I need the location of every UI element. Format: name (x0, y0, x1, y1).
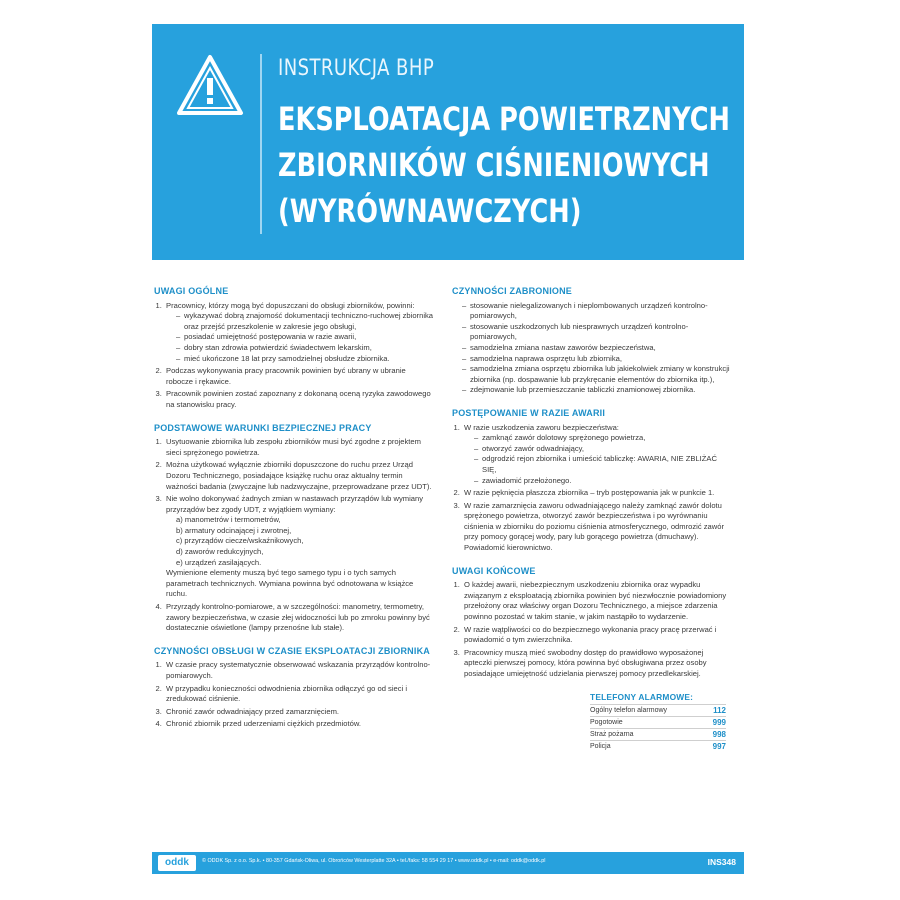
phone-number: 112 (713, 706, 726, 716)
list-item: – zdejmowanie lub przemieszczanie tabliczki znamionowej zbiornika. (462, 385, 732, 396)
phone-row (590, 716, 726, 728)
sub-item: e) urządzeń zasilających. (176, 557, 262, 567)
list-item: 3. W razie zamarznięcia zaworu odwadniającego należy zamknąć zawór dolotu sprężonego powietrza, otworzyć zawór bezpieczeństwa i po wyrównaniu ciśnienia w zbiorniku do poziomu ciśnienia atmosferycznego, odmrozić zawór przy pomocy gorącej wody, pary lub gorącego powietrza (dmuchawy). Powiadomić kierownictwo. (462, 501, 732, 554)
sub-item: – mieć ukończone 18 lat przy samodzielnej obsłudze zbiornika. (176, 354, 434, 365)
header-divider (260, 54, 262, 234)
section-title: CZYNNOŚCI ZABRONIONE (452, 286, 573, 296)
list-item: 1. Pracownicy, którzy mogą być dopuszczani do obsługi zbiorników, powinni: – wykazywać dobrą znajomość dokumentacji techniczno-ruchowej zbiornika oraz przejść przeszkolenie w zakresie jego obsługi, – posiadać umiejętność postępowania w razie awarii, – dobry stan zdrowia potwierdzić świadectwem lekarskim, – mieć ukończone 18 lat przy samodzielnej obsłudze zbiornika. (164, 301, 434, 365)
phone-label: Pogotowie (590, 719, 623, 727)
sub-item: – zamknąć zawór dolotowy sprężonego powietrza, (474, 433, 732, 444)
document-title (278, 96, 730, 234)
footer-bar (152, 852, 744, 874)
list-item: 1. Usytuowanie zbiornika lub zespołu zbiorników musi być zgodne z projektem sieci sprężonego powietrza. (164, 437, 434, 458)
section-title: POSTĘPOWANIE W RAZIE AWARII (452, 407, 606, 418)
list-item: 2. W przypadku konieczności odwodnienia zbiornika odłączyć go od sieci i zredukować ciśnienie. (164, 684, 434, 705)
list-item: 2. Podczas wykonywania pracy pracownik powinien być ubrany w ubranie robocze i rękawice. (164, 366, 434, 387)
list-item: 1. W razie uszkodzenia zaworu bezpieczeństwa: – zamknąć zawór dolotowy sprężonego powietrza, – otworzyć zawór odwadniający, – odgrodzić rejon zbiornika i umieścić tabliczkę: AWARIA, NIE ZBLIŻAĆ SIĘ, – zawiadomić przełożonego. (462, 423, 732, 487)
section-title: CZYNNOŚCI OBSŁUGI W CZASIE EKSPLOATACJI ZBIORNIKA (154, 645, 430, 656)
left-column (152, 286, 434, 742)
document-kind: INSTRUKCJA BHP (278, 56, 435, 81)
list-item: – stosowanie uszkodzonych lub niesprawnych urządzeń kontrolno-pomiarowych, (462, 322, 732, 343)
right-column (452, 286, 732, 752)
list-item: 4. Przyrządy kontrolno-pomiarowe, a w szczególności: manometry, termometry, zawory bezpieczeństwa, w czasie złej widoczności lub po zmroku powinny być dostatecznie oświetlone (lampy przenośne lub stałe). (164, 602, 434, 634)
list-item: 1. W czasie pracy systematycznie obserwować wskazania przyrządów kontrolno-pomiarowych. (164, 660, 434, 681)
phone-label: Policja (590, 743, 611, 751)
footer-publisher-info: © ODDK Sp. z o.o. Sp.k. • 80-357 Gdańsk-Oliwa, ul. Obrońców Westerplatte 32A • tel./faks: 58 554 29 17 • www.oddk.pl • e-mail: oddk@oddk.pl (202, 858, 546, 864)
section-title: UWAGI KOŃCOWE (452, 565, 536, 576)
phone-row (590, 728, 726, 740)
list-item: 4. Chronić zbiornik przed uderzeniami ciężkich przedmiotów. (164, 719, 434, 730)
sub-item: d) zaworów redukcyjnych, (176, 547, 264, 557)
list-item: – samodzielna zmiana nastaw zaworów bezpieczeństwa, (462, 343, 732, 354)
section-awaria (452, 408, 732, 554)
list-item: 1. O każdej awarii, niebezpiecznym uszkodzeniu zbiornika oraz wypadku związanym z eksploatacją zbiornika powinien być niezwłocznie powiadomiony przełożony oraz właściwy organ Dozoru Technicznego, a miejsce zdarzenia powinno pozostać w takim stanie, w jakim nastąpiło to wydarzenie. (462, 580, 732, 622)
list-item: 2. W razie wątpliwości co do bezpiecznego wykonania pracy pracę przerwać i powiadomić o tym zwierzchnika. (462, 625, 732, 646)
oddk-logo: oddk (158, 855, 196, 871)
sub-item: – wykazywać dobrą znajomość dokumentacji techniczno-ruchowej zbiornika oraz przejść przeszkolenie w zakresie jego obsługi, (176, 311, 434, 332)
sub-item: – otworzyć zawór odwadniający, (474, 444, 732, 455)
sub-item: – zawiadomić przełożonego. (474, 476, 732, 487)
item-note: Wymienione elementy muszą być tego samego typu i o tych samych parametrach technicznych. Wymiana powinna być odnotowana w książce ruchu. (166, 568, 414, 599)
sub-item: a) manometrów i termometrów, (176, 515, 281, 525)
title-line: (WYRÓWNAWCZYCH) (278, 192, 582, 230)
sub-item: c) przyrządów ciecze/wskaźnikowych, (176, 536, 304, 546)
sub-item: – dobry stan zdrowia potwierdzić świadectwem lekarskim, (176, 343, 434, 354)
phone-number: 998 (712, 730, 726, 740)
section-uwagi-ogolne (154, 286, 434, 411)
emergency-phones-title: TELEFONY ALARMOWE: (590, 691, 694, 702)
warning-triangle-icon (176, 54, 244, 116)
list-item: 3. Pracownicy muszą mieć swobodny dostęp do prawidłowo wyposażonej apteczki pierwszej pomocy, która powinna być obsługiwana przez osoby posiadające umiejętność udzielania pierwszej pomocy przedlekarskiej. (462, 648, 732, 680)
section-czynnosci-zabronione (452, 286, 732, 396)
instruction-sheet (152, 24, 744, 876)
sub-item: – odgrodzić rejon zbiornika i umieścić tabliczkę: AWARIA, NIE ZBLIŻAĆ SIĘ, (474, 454, 732, 475)
list-item: 3. Pracownik powinien zostać zapoznany z dokonaną oceną ryzyka zawodowego na stanowisku pracy. (164, 389, 434, 410)
section-czynnosci-obslugi (154, 646, 434, 730)
list-item: – samodzielna naprawa osprzętu lub zbiornika, (462, 354, 732, 365)
sub-item: b) armatury odcinającej i zwrotnej, (176, 525, 292, 535)
header-banner (152, 24, 744, 260)
title-line: ZBIORNIKÓW CIŚNIENIOWYCH (278, 146, 710, 184)
phone-number: 999 (712, 718, 726, 728)
document-code: INS348 (707, 857, 736, 867)
phone-label: Straż pożarna (590, 731, 634, 739)
phone-row (590, 704, 726, 716)
sub-item: – posiadać umiejętność postępowania w razie awarii, (176, 332, 434, 343)
phone-label: Ogólny telefon alarmowy (590, 707, 668, 715)
list-item: 3. Chronić zawór odwadniający przed zamarznięciem. (164, 707, 434, 718)
section-uwagi-koncowe (452, 566, 732, 680)
section-title: UWAGI OGÓLNE (154, 286, 229, 296)
section-podstawowe-warunki (154, 423, 434, 634)
section-title: PODSTAWOWE WARUNKI BEZPIECZNEJ PRACY (154, 422, 372, 433)
list-item: 3. Nie wolno dokonywać żadnych zmian w nastawach przyrządów lub wymiany przyrządów bez zgody UDT, z wyjątkiem wymiany: a) manometrów i termometrów, b) armatury odcinającej i zwrotnej, c) przyrządów ciecze/wskaźnikowych, d) zaworów redukcyjnych, e) urządzeń zasilających. Wymienione elementy muszą być tego samego typu i o tych samych parametrach technicznych. Wymiana powinna być odnotowana w książce ruchu. (164, 494, 434, 600)
list-item: 2. Można użytkować wyłącznie zbiorniki dopuszczone do ruchu przez Urząd Dozoru Technicznego, posiadające książkę ruchu oraz aktualny termin ważności badania (zwyczajne lub nadzwyczajne, przeprowadzane przez UDT). (164, 460, 434, 492)
title-line: EKSPLOATACJA POWIETRZNYCH (278, 100, 730, 138)
phone-row (590, 740, 726, 752)
list-item: – stosowanie nielegalizowanych i nieplombowanych urządzeń kontrolno-pomiarowych, (462, 301, 732, 322)
list-item: 2. W razie pęknięcia płaszcza zbiornika – tryb postępowania jak w punkcie 1. (462, 488, 732, 499)
list-item: – samodzielna zmiana osprzętu zbiornika lub jakiekolwiek zmiany w konstrukcji zbiornika (np. dospawanie lub przykręcanie elementów do zbiornika itp.), (462, 364, 732, 385)
phone-number: 997 (712, 742, 726, 752)
emergency-phones (590, 692, 726, 753)
